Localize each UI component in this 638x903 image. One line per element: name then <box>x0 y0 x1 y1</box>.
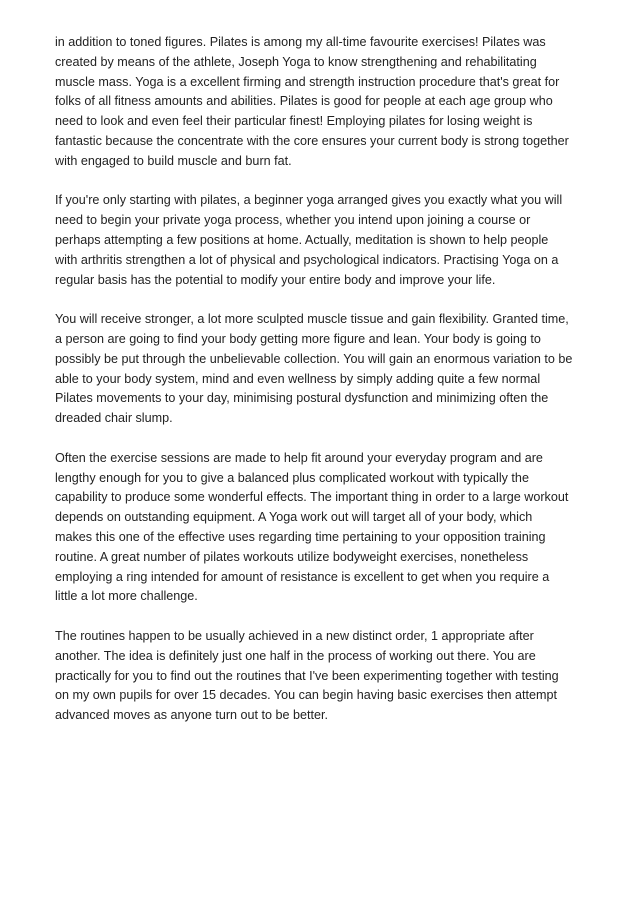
text-line: need to look and even feel their particular finest! Employing pilates for losing weight is <box>55 114 533 129</box>
text-line: need to begin your private yoga process, whether you intend upon joining a course or <box>55 213 531 228</box>
text-line: The routines happen to be usually achieved in a new distinct order, 1 appropriate after <box>55 628 534 643</box>
text-line: possibly be put through the unbelievable collection. You will gain an enormous variation to be <box>55 351 573 366</box>
text-line: in addition to toned figures. Pilates is among my all-time favourite exercises! Pilates was <box>55 35 546 49</box>
document-body <box>55 33 588 726</box>
text-line: on my own pupils for over 15 decades. You can begin having basic exercises then attempt <box>55 688 557 703</box>
text-line: If you're only starting with pilates, a beginner yoga arranged gives you exactly what you will <box>55 193 563 208</box>
text-line: able to your body system, mind and even wellness by simply adding quite a few normal <box>55 371 541 386</box>
text-line: another. The idea is definitely just one half in the process of working out there. You are <box>55 648 536 663</box>
text-line: perhaps attempting a few positions at home. Actually, meditation is shown to help people <box>55 232 549 247</box>
text-line: employing a ring intended for amount of resistance is excellent to get when you require a <box>55 569 550 584</box>
text-line: Often the exercise sessions are made to help fit around your everyday program and are <box>55 450 543 465</box>
text-line: advanced moves as anyone turn out to be better. <box>55 708 329 723</box>
text-line: routine. A great number of pilates workouts utilize bodyweight exercises, nonetheless <box>55 549 529 564</box>
text-line: with arthritis strengthen a lot of physical and psychological indicators. Practising Yoga on a <box>55 252 559 267</box>
paragraph-3 <box>55 310 588 429</box>
text-line: practically for you to find out the routines that I've been experimenting together with testing <box>55 668 559 683</box>
text-line: a person are going to find your body getting more figure and lean. Your body is going to <box>55 331 541 346</box>
text-line: fantastic because the concentrate with the core ensures your current body is strong together <box>55 133 569 148</box>
text-line: Pilates movements to your day, minimising postural dysfunction and minimizing often the <box>55 391 549 406</box>
text-line: makes this one of the effective uses regarding time pertaining to your opposition training <box>55 529 546 544</box>
paragraph-4 <box>55 449 588 607</box>
text-line: capability to produce some wonderful effects. The important thing in order to a large workout <box>55 490 569 505</box>
text-line: folks of all fitness amounts and abilities. Pilates is good for people at each age group who <box>55 94 553 109</box>
paragraph-2 <box>55 191 588 290</box>
paragraph-5 <box>55 627 588 726</box>
text-line: dreaded chair slump. <box>55 411 173 426</box>
text-line: lengthy enough for you to give a balanced plus complicated workout with typically the <box>55 470 529 485</box>
text-line: regular basis has the potential to modify your entire body and improve your life. <box>55 272 496 287</box>
paragraph-1 <box>55 33 588 172</box>
text-line: muscle mass. Yoga is a excellent firming and strength instruction procedure that's great for <box>55 74 560 89</box>
text-line: little a lot more challenge. <box>55 589 198 604</box>
text-line: with engaged to build muscle and burn fat. <box>55 153 292 168</box>
text-line: depends on outstanding equipment. A Yoga work out will target all of your body, which <box>55 510 533 525</box>
text-line: created by means of the athlete, Joseph Yoga to know strengthening and rehabilitating <box>55 54 537 69</box>
text-line: You will receive stronger, a lot more sculpted muscle tissue and gain flexibility. Granted time, <box>55 312 569 327</box>
